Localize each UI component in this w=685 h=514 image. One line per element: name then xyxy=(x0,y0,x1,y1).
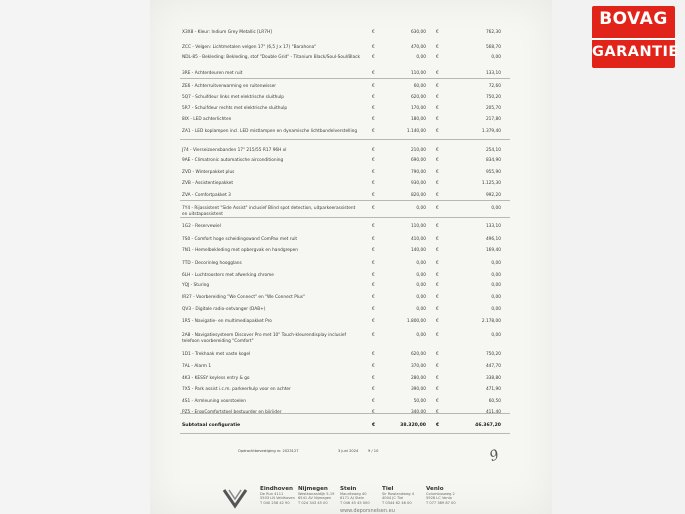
price-excl-vat: 630,00 xyxy=(410,30,426,35)
price-excl-vat: 110,00 xyxy=(410,224,426,229)
price-excl-vat: 390,00 xyxy=(410,387,426,392)
price-incl-vat: 217,80 xyxy=(485,117,501,122)
price-excl-vat: 470,00 xyxy=(410,45,426,50)
price-excl-vat: 1.140,00 xyxy=(406,129,426,134)
currency-symbol: € xyxy=(372,193,375,198)
currency-symbol: € xyxy=(436,148,439,153)
location-stein: Stein Mauritsweg 40 6171 AJ Stein T 046 45 45 000 xyxy=(340,486,370,505)
option-description: 2A8 - Navigatiesysteem Discover Pro met 10" Touch-kleurendisplay inclusief telefoon voorbereiding "Comfort" xyxy=(182,333,347,344)
option-description: 1D1 - Trekhaak met vaste kogel xyxy=(182,352,251,357)
price-excl-vat: 0,00 xyxy=(416,295,426,300)
price-incl-vat: 205,70 xyxy=(485,106,501,111)
currency-symbol: € xyxy=(436,248,439,253)
price-excl-vat: 340,00 xyxy=(410,410,426,415)
currency-symbol: € xyxy=(372,158,375,163)
location-nijmegen: Nijmegen Westkanaaldijk 5-19 6541 AV Nijmegen T 024 343 45 00 xyxy=(298,486,335,505)
price-excl-vat: 690,00 xyxy=(410,158,426,163)
price-incl-vat: 568,70 xyxy=(485,45,501,50)
option-row xyxy=(150,248,552,259)
price-incl-vat: 133,10 xyxy=(485,224,501,229)
price-incl-vat: 1.125,30 xyxy=(481,181,501,186)
option-description: 5Q7 - Schuifdeur links met elektrische sluithulp xyxy=(182,95,285,100)
option-description: 7X5 - Park assist i.c.m. parkeerhulp voor en achter xyxy=(182,387,291,392)
price-incl-vat: 834,90 xyxy=(485,158,501,163)
location-tiel: Tiel Sir Rowlandweg 4 4004 JC Tiel T 0344 62 46 00 xyxy=(382,486,414,505)
price-excl-vat: 38.320,00 xyxy=(400,423,426,428)
option-description: 4S1 - Armleuning voorstoelen xyxy=(182,399,246,404)
currency-symbol: € xyxy=(436,30,439,35)
row-divider xyxy=(180,433,510,434)
option-description: ZCC - Velgen: Lichtmetalen velgen 17" (6,5 J x 17) "Barahona" xyxy=(182,45,317,50)
option-row xyxy=(150,30,552,41)
option-description: ZE6 - Achterruitverwarming en ruitenwisser xyxy=(182,84,277,89)
page-number: 9 / 10 xyxy=(368,449,379,453)
price-excl-vat: 0,00 xyxy=(416,307,426,312)
currency-symbol: € xyxy=(372,295,375,300)
price-excl-vat: 180,00 xyxy=(410,117,426,122)
price-excl-vat: 0,00 xyxy=(416,333,426,338)
price-excl-vat: 50,00 xyxy=(413,399,426,404)
currency-symbol: € xyxy=(436,333,439,338)
currency-symbol: € xyxy=(436,158,439,163)
option-row xyxy=(150,283,552,294)
price-incl-vat: 169,40 xyxy=(485,248,501,253)
option-description: 3RE - Achterdeuren met ruit xyxy=(182,71,243,76)
currency-symbol: € xyxy=(436,84,439,89)
currency-symbol: € xyxy=(372,376,375,381)
option-row xyxy=(150,261,552,272)
background-left xyxy=(0,0,150,514)
price-excl-vat: 0,00 xyxy=(416,55,426,60)
price-incl-vat: 46.367,20 xyxy=(475,423,501,428)
option-description: 6LH - Luchtroosters met afwerking chrome xyxy=(182,273,274,278)
price-excl-vat: 410,00 xyxy=(410,237,426,242)
currency-symbol: € xyxy=(372,319,375,324)
currency-symbol: € xyxy=(436,261,439,266)
price-incl-vat: 1.379,40 xyxy=(481,129,501,134)
bovag-logo-text: BOVAG xyxy=(599,9,668,29)
garantie-logo-text: GARANTIE xyxy=(592,44,679,60)
option-description: 7Y4 - Rijassistent "Side Assist" inclusief Blind spot detection, uitparkeerassistent en uitstapassistent xyxy=(182,206,356,217)
row-divider xyxy=(180,78,510,79)
price-incl-vat: 496,10 xyxy=(485,237,501,242)
option-description: IR27 - Voorbereiding "We Connect" en "We Connect Plus" xyxy=(182,295,305,300)
order-date: 3 juni 2024 xyxy=(338,449,359,453)
currency-symbol: € xyxy=(436,237,439,242)
row-divider xyxy=(180,200,510,201)
option-row xyxy=(150,319,552,330)
option-row xyxy=(150,106,552,117)
option-description: 9AE - Climatronic automatische airconditioning xyxy=(182,158,284,163)
currency-symbol: € xyxy=(372,170,375,175)
currency-symbol: € xyxy=(372,307,375,312)
option-row xyxy=(150,71,552,82)
currency-symbol: € xyxy=(372,71,375,76)
option-description: ZA1 - LED koplampen incl. LED mistlampen en dynamische lichtbundelverstelling xyxy=(182,129,358,134)
row-divider xyxy=(180,139,510,140)
row-divider xyxy=(180,413,510,414)
option-description: QV3 - Digitale radio-ontvanger (DAB+) xyxy=(182,307,266,312)
currency-symbol: € xyxy=(372,364,375,369)
currency-symbol: € xyxy=(436,399,439,404)
option-description: J74 - Vierseizoensbanden 17" 215/55 R17 96H xl xyxy=(182,148,287,153)
option-row xyxy=(150,117,552,128)
currency-symbol: € xyxy=(372,181,375,186)
currency-symbol: € xyxy=(372,283,375,288)
price-excl-vat: 280,00 xyxy=(410,376,426,381)
currency-symbol: € xyxy=(372,261,375,266)
currency-symbol: € xyxy=(372,84,375,89)
option-row xyxy=(150,352,552,363)
currency-symbol: € xyxy=(436,206,439,211)
currency-symbol: € xyxy=(372,237,375,242)
option-row xyxy=(150,399,552,410)
dealer-website: www.deporsnelsen.eu xyxy=(340,508,395,514)
price-incl-vat: 955,90 xyxy=(485,170,501,175)
currency-symbol: € xyxy=(372,333,375,338)
currency-symbol: € xyxy=(372,352,375,357)
option-description: 7N1 - Hemelbekleding met opbergvak en handgrepen xyxy=(182,248,299,253)
option-row xyxy=(150,364,552,375)
currency-symbol: € xyxy=(372,129,375,134)
currency-symbol: € xyxy=(436,295,439,300)
currency-symbol: € xyxy=(372,55,375,60)
option-row xyxy=(150,224,552,235)
currency-symbol: € xyxy=(372,117,375,122)
option-description: X3X8 - Kleur: Indium Grey Metallic [LR7H] xyxy=(182,30,272,35)
currency-symbol: € xyxy=(436,273,439,278)
option-row xyxy=(150,237,552,248)
option-row xyxy=(150,95,552,106)
price-excl-vat: 0,00 xyxy=(416,206,426,211)
price-incl-vat: 411,40 xyxy=(485,410,501,415)
currency-symbol: € xyxy=(436,55,439,60)
price-excl-vat: 0,00 xyxy=(416,261,426,266)
document-footer xyxy=(150,440,552,514)
option-row xyxy=(150,158,552,169)
option-description: 8IX - LED achterlichten xyxy=(182,117,232,122)
currency-symbol: € xyxy=(372,148,375,153)
option-description: 7TD - Decorinleg hoogglans xyxy=(182,261,242,266)
currency-symbol: € xyxy=(436,129,439,134)
currency-symbol: € xyxy=(436,71,439,76)
currency-symbol: € xyxy=(372,273,375,278)
option-row xyxy=(150,333,552,344)
row-divider xyxy=(180,217,510,218)
currency-symbol: € xyxy=(436,307,439,312)
bovag-logo-divider xyxy=(592,38,675,40)
currency-symbol: € xyxy=(436,170,439,175)
document-page xyxy=(150,0,552,514)
currency-symbol: € xyxy=(436,95,439,100)
option-description: 4K3 - KESSY keyless entry & go xyxy=(182,376,250,381)
currency-symbol: € xyxy=(372,30,375,35)
currency-symbol: € xyxy=(372,95,375,100)
currency-symbol: € xyxy=(436,423,440,428)
option-description: Subtotaal configuratie xyxy=(182,423,241,428)
price-incl-vat: 0,00 xyxy=(491,261,501,266)
currency-symbol: € xyxy=(436,106,439,111)
option-row xyxy=(150,387,552,398)
option-row xyxy=(150,376,552,387)
order-number: Opdrachtbevestiging nr. 2023127 xyxy=(238,449,299,453)
currency-symbol: € xyxy=(436,352,439,357)
price-excl-vat: 820,00 xyxy=(410,193,426,198)
currency-symbol: € xyxy=(436,181,439,186)
price-excl-vat: 0,00 xyxy=(416,273,426,278)
dealer-logo-icon xyxy=(220,486,250,510)
price-excl-vat: 620,00 xyxy=(410,95,426,100)
currency-symbol: € xyxy=(372,387,375,392)
price-incl-vat: 0,00 xyxy=(491,295,501,300)
price-incl-vat: 447,70 xyxy=(485,364,501,369)
option-description: 5R7 - Schuifdeur rechts met elektrische sluithulp xyxy=(182,106,288,111)
price-incl-vat: 471,90 xyxy=(485,387,501,392)
price-excl-vat: 930,00 xyxy=(410,181,426,186)
currency-symbol: € xyxy=(436,45,439,50)
price-excl-vat: 620,00 xyxy=(410,352,426,357)
option-description: 7AL - Alarm 1 xyxy=(182,364,212,369)
option-row xyxy=(150,193,552,204)
price-incl-vat: 762,30 xyxy=(485,30,501,35)
price-incl-vat: 750,20 xyxy=(485,95,501,100)
option-row xyxy=(150,181,552,192)
price-excl-vat: 0,00 xyxy=(416,283,426,288)
option-description: 1G2 - Reservewiel xyxy=(182,224,221,229)
price-incl-vat: 254,10 xyxy=(485,148,501,153)
option-description: NDL-85 - Bekleding: Bekleding, stof "Double Grid" - Titanium Black/Soul-Soul/Black xyxy=(182,55,360,60)
price-incl-vat: 0,00 xyxy=(491,283,501,288)
price-incl-vat: 0,00 xyxy=(491,206,501,211)
option-row xyxy=(150,410,552,421)
price-incl-vat: 0,00 xyxy=(491,307,501,312)
price-incl-vat: 2.178,00 xyxy=(481,319,501,324)
currency-symbol: € xyxy=(436,410,439,415)
price-incl-vat: 60,50 xyxy=(488,399,501,404)
handwritten-page-mark: 9 xyxy=(487,446,502,466)
currency-symbol: € xyxy=(372,410,375,415)
currency-symbol: € xyxy=(436,387,439,392)
price-excl-vat: 210,00 xyxy=(410,148,426,153)
price-incl-vat: 750,20 xyxy=(485,352,501,357)
currency-symbol: € xyxy=(372,106,375,111)
currency-symbol: € xyxy=(372,206,375,211)
price-incl-vat: 72,60 xyxy=(488,84,501,89)
price-incl-vat: 0,00 xyxy=(491,55,501,60)
option-description: YQJ - Sturing xyxy=(182,283,210,288)
currency-symbol: € xyxy=(372,224,375,229)
option-description: ZVA - Comfortpakket 3 xyxy=(182,193,231,198)
price-excl-vat: 790,00 xyxy=(410,170,426,175)
currency-symbol: € xyxy=(372,423,376,428)
option-description: PZ5 - ErgoComfortstoel bestuurder en bijrijder xyxy=(182,410,282,415)
currency-symbol: € xyxy=(436,376,439,381)
price-excl-vat: 140,00 xyxy=(410,248,426,253)
price-incl-vat: 992,20 xyxy=(485,193,501,198)
currency-symbol: € xyxy=(372,399,375,404)
currency-symbol: € xyxy=(436,319,439,324)
price-excl-vat: 370,00 xyxy=(410,364,426,369)
option-description: ZVB - Assistentiepakket xyxy=(182,181,234,186)
currency-symbol: € xyxy=(436,193,439,198)
currency-symbol: € xyxy=(436,224,439,229)
option-row xyxy=(150,170,552,181)
price-excl-vat: 60,00 xyxy=(413,84,426,89)
currency-symbol: € xyxy=(372,45,375,50)
price-excl-vat: 110,00 xyxy=(410,71,426,76)
option-description: ZVD - Winterpakket plus xyxy=(182,170,235,175)
location-venlo: Venlo Columbusweg 2 5928 LC Venlo T 077 389 87 00 xyxy=(426,486,456,505)
price-incl-vat: 338,80 xyxy=(485,376,501,381)
currency-symbol: € xyxy=(372,248,375,253)
bovag-garantie-logo xyxy=(592,6,679,68)
location-eindhoven: Eindhoven De Run 4111 5503 LN Veldhoven T 040 258 42 90 xyxy=(260,486,295,505)
option-description: 1R5 - Navigatie- en multimediapakket Pro xyxy=(182,319,272,324)
option-row xyxy=(150,307,552,318)
price-excl-vat: 170,00 xyxy=(410,106,426,111)
currency-symbol: € xyxy=(436,283,439,288)
option-row xyxy=(150,295,552,306)
option-row xyxy=(150,55,552,66)
currency-symbol: € xyxy=(436,117,439,122)
background-right xyxy=(552,0,685,514)
option-description: 7S0 - Comfort hoge scheidingswand ComPax met ruit xyxy=(182,237,298,242)
price-incl-vat: 133,10 xyxy=(485,71,501,76)
currency-symbol: € xyxy=(436,364,439,369)
option-row xyxy=(150,84,552,95)
price-excl-vat: 1.800,00 xyxy=(406,319,426,324)
price-incl-vat: 0,00 xyxy=(491,273,501,278)
option-row xyxy=(150,206,552,217)
price-incl-vat: 0,00 xyxy=(491,333,501,338)
